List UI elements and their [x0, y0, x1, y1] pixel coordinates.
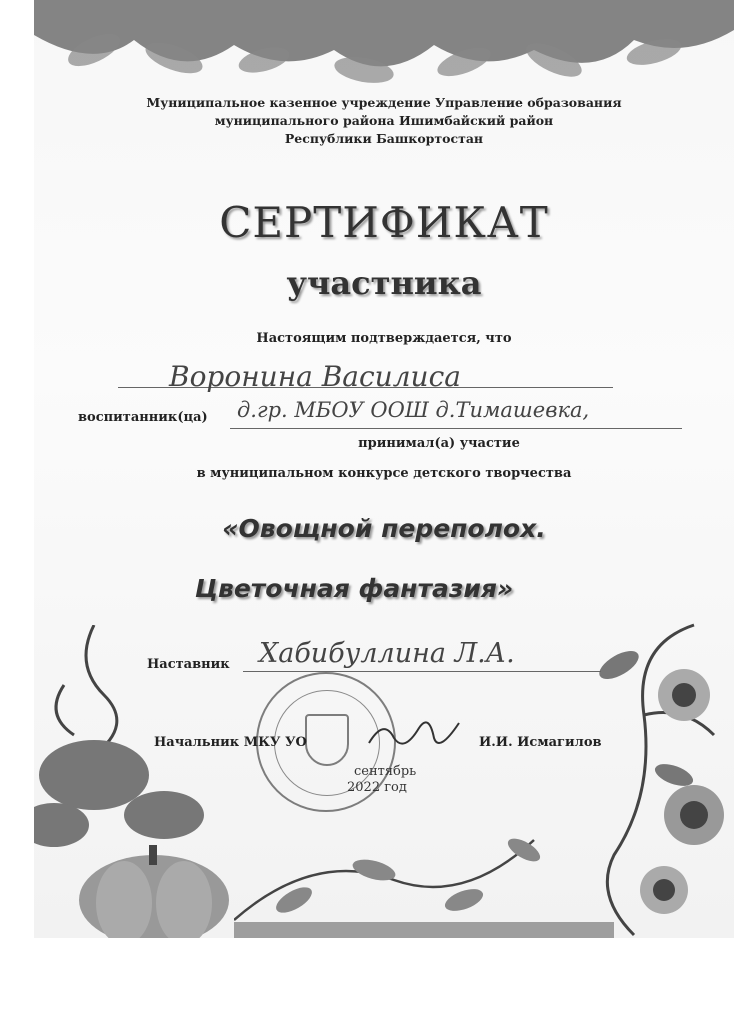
mentor-value: Хабибуллина Л.А.	[259, 638, 515, 669]
organization-line-1: Муниципальное казенное учреждение Управление образования	[146, 95, 622, 110]
signature-icon	[364, 708, 474, 758]
leaves-garland-icon	[34, 0, 734, 90]
chief-name: И.И. Исмагилов	[479, 735, 602, 750]
certificate-subtitle: участника	[286, 264, 482, 302]
participated-text: принимал(а) участие	[358, 436, 520, 451]
organization-line-3: Республики Башкортостан	[284, 131, 484, 146]
chief-label: Начальник МКУ УО	[154, 735, 307, 750]
confirm-text: Настоящим подтверждается, что	[256, 331, 512, 346]
certificate-title: СЕРТИФИКАТ	[219, 198, 549, 247]
certificate-sheet	[34, 0, 734, 938]
organization-header	[34, 94, 734, 148]
participant-name: Воронина Василиса	[169, 360, 461, 393]
pupil-value: д.гр. МБОУ ООШ д.Тимашевка,	[237, 398, 590, 422]
organization-line-2: муниципального района Ишимбайский район	[214, 113, 554, 128]
pupil-label: воспитанник(ца)	[78, 410, 208, 425]
vine-leaves-icon	[234, 810, 614, 938]
issue-month: сентябрь	[354, 764, 417, 779]
contest-name-line-1: «Овощной переполох.	[222, 514, 546, 543]
mentor-label: Наставник	[147, 657, 230, 672]
contest-text: в муниципальном конкурсе детского творчества	[196, 466, 572, 481]
contest-name-line-2: Цветочная фантазия»	[194, 574, 514, 603]
emblem-icon	[305, 714, 349, 766]
issue-year: 2022 год	[347, 780, 407, 795]
